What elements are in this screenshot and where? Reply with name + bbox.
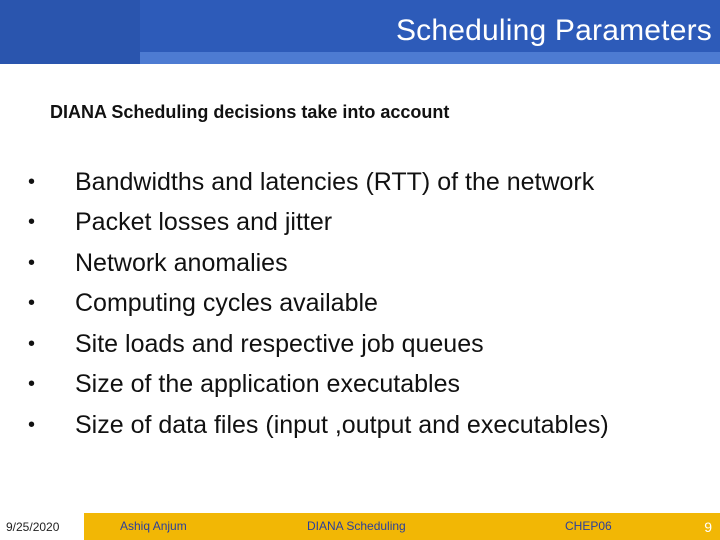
- bullet-text: Site loads and respective job queues: [75, 329, 484, 358]
- bullet-dot-icon: •: [28, 211, 36, 234]
- bullet-dot-icon: •: [28, 332, 36, 355]
- bullet-dot-icon: •: [28, 413, 36, 436]
- bullet-list: [28, 162, 609, 446]
- footer-project: DIANA Scheduling: [307, 519, 406, 533]
- footer-bar: [0, 513, 720, 540]
- footer-date-box: [0, 513, 84, 540]
- bullet-item: [28, 243, 609, 284]
- bullet-item: [28, 162, 609, 203]
- bullet-text: Size of the application executables: [75, 370, 460, 399]
- bullet-text: Network anomalies: [75, 248, 288, 277]
- slide-subtitle: DIANA Scheduling decisions take into account: [50, 102, 450, 122]
- bullet-item: [28, 284, 609, 325]
- bullet-item: [28, 324, 609, 365]
- bullet-dot-icon: •: [28, 373, 36, 396]
- footer-page-number: 9: [704, 519, 712, 535]
- bullet-item: [28, 405, 609, 446]
- bullet-text: Bandwidths and latencies (RTT) of the network: [75, 167, 595, 196]
- bullet-item: [28, 203, 609, 244]
- bullet-dot-icon: •: [28, 170, 36, 193]
- header-bar: [0, 0, 720, 64]
- footer-conference: CHEP06: [565, 519, 612, 533]
- slide-title: Scheduling Parameters: [395, 14, 712, 47]
- bullet-text: Computing cycles available: [75, 289, 378, 318]
- bullet-item: [28, 365, 609, 406]
- footer-author: Ashiq Anjum: [120, 519, 187, 533]
- bullet-text: Size of data files (input ,output and executables): [75, 410, 609, 439]
- header-left-band: [0, 0, 140, 64]
- header-stripe: [140, 52, 720, 64]
- footer-date: 9/25/2020: [6, 520, 60, 534]
- bullet-dot-icon: •: [28, 251, 36, 274]
- bullet-text: Packet losses and jitter: [75, 208, 333, 237]
- bullet-dot-icon: •: [28, 292, 36, 315]
